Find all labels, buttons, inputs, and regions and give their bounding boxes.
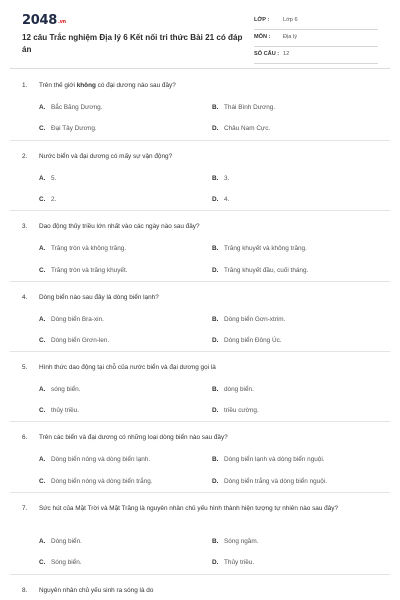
question-text xyxy=(39,80,379,91)
question-item xyxy=(0,70,400,141)
option-text: dòng biển. xyxy=(224,386,254,393)
question-text-part: Nước biển và đại dương có mấy sự vận động? xyxy=(39,153,173,160)
option-c[interactable] xyxy=(39,407,79,414)
meta-row-class xyxy=(254,14,378,30)
option-letter: D. xyxy=(212,267,219,274)
option-letter: D. xyxy=(212,125,219,132)
option-a[interactable] xyxy=(39,386,81,393)
option-text: sóng biển. xyxy=(51,386,81,393)
question-item xyxy=(0,422,400,493)
option-text: Dòng biển lạnh và dòng biển nguội. xyxy=(224,456,325,463)
option-text: triều cường. xyxy=(224,407,259,414)
option-d[interactable] xyxy=(212,559,254,566)
option-b[interactable] xyxy=(212,456,325,463)
logo-suffix: .vn xyxy=(57,19,66,25)
question-text xyxy=(39,503,379,514)
option-letter: C. xyxy=(39,559,46,566)
meta-row-question-count xyxy=(254,48,378,64)
option-d[interactable] xyxy=(212,478,327,485)
option-letter: C. xyxy=(39,267,46,274)
option-letter: C. xyxy=(39,478,46,485)
meta-label-class: LỚP : xyxy=(254,17,270,23)
question-text-part: Trên thế giới xyxy=(39,82,77,89)
option-text: Dòng biển nóng và dòng biển lạnh. xyxy=(51,456,151,463)
question-item xyxy=(0,141,400,211)
question-text xyxy=(39,292,379,303)
option-letter: D. xyxy=(212,407,219,414)
option-text: Bắc Băng Dương. xyxy=(51,104,103,111)
option-d[interactable] xyxy=(212,407,259,414)
option-text: Dòng biển Bra-xin. xyxy=(51,316,104,323)
question-text xyxy=(39,151,379,162)
option-letter: B. xyxy=(212,245,219,252)
question-text-part: Sức hút của Mặt Trời và Mặt Trăng là nguyên nhân chủ yếu hình thành hiện tượng tự nhiên nào sau đây? xyxy=(39,505,339,512)
option-text: Sóng biển. xyxy=(51,559,82,566)
option-letter: D. xyxy=(212,337,219,344)
meta-value-subject: Địa lý xyxy=(283,34,297,40)
option-letter: C. xyxy=(39,337,46,344)
option-c[interactable] xyxy=(39,125,97,132)
option-letter: A. xyxy=(39,316,46,323)
header-divider xyxy=(10,68,390,69)
option-letter: B. xyxy=(212,538,219,545)
question-number: 4. xyxy=(22,294,28,301)
document-header xyxy=(0,0,400,66)
option-c[interactable] xyxy=(39,337,109,344)
option-text: 2. xyxy=(51,196,57,203)
question-text xyxy=(39,432,379,443)
option-d[interactable] xyxy=(212,337,282,344)
option-letter: A. xyxy=(39,456,46,463)
question-text-part: Nguyên nhân chủ yếu sinh ra sóng là do xyxy=(39,587,154,594)
meta-value-class: Lớp 6 xyxy=(283,17,298,23)
option-text: Sóng ngầm. xyxy=(224,538,259,545)
question-number: 6. xyxy=(22,434,28,441)
question-number: 7. xyxy=(22,505,28,512)
option-text: Thái Bình Dương. xyxy=(224,104,276,111)
option-text: Trăng khuyết đầu, cuối tháng. xyxy=(224,267,309,274)
question-text-part: Trên các biển và đại dương có những loại dòng biển nào sau đây? xyxy=(39,434,228,441)
option-text: Trăng tròn và không trăng. xyxy=(51,245,127,252)
question-item xyxy=(0,575,400,595)
question-text-emphasis: không xyxy=(76,82,96,89)
question-text-part: Hình thức dao động tại chỗ của nước biển và đại dương gọi là xyxy=(39,364,216,371)
question-number: 5. xyxy=(22,364,28,371)
option-a[interactable] xyxy=(39,245,126,252)
option-a[interactable] xyxy=(39,316,104,323)
option-letter: A. xyxy=(39,245,46,252)
option-text: thủy triều. xyxy=(51,407,80,414)
meta-label-question-count: SỐ CÂU : xyxy=(254,51,280,57)
option-text: Dòng biển Đông Úc. xyxy=(224,337,282,344)
meta-row-subject xyxy=(254,31,378,47)
option-letter: C. xyxy=(39,125,46,132)
question-item xyxy=(0,493,400,575)
question-text xyxy=(39,362,379,373)
option-c[interactable] xyxy=(39,478,153,485)
meta-info-table xyxy=(254,14,378,65)
question-item xyxy=(0,282,400,352)
option-b[interactable] xyxy=(212,316,285,323)
question-text-part: Dòng biển nào sau đây là dòng biển lạnh? xyxy=(39,294,159,301)
option-b[interactable] xyxy=(212,245,307,252)
option-letter: B. xyxy=(212,316,219,323)
option-a[interactable] xyxy=(39,456,150,463)
option-letter: D. xyxy=(212,559,219,566)
option-d[interactable] xyxy=(212,196,229,203)
option-text: Trăng khuyết và không trăng. xyxy=(224,245,307,252)
option-letter: B. xyxy=(212,175,219,182)
option-text: 3. xyxy=(224,175,230,182)
option-text: Dòng biển trắng và dòng biển nguội. xyxy=(224,478,328,485)
option-c[interactable] xyxy=(39,267,128,274)
option-text: Châu Nam Cực. xyxy=(224,125,271,132)
option-letter: A. xyxy=(39,538,46,545)
question-item xyxy=(0,211,400,282)
option-b[interactable] xyxy=(212,538,258,545)
option-text: 4. xyxy=(224,196,230,203)
question-number: 3. xyxy=(22,223,28,230)
question-text xyxy=(39,585,379,596)
logo-text: 2048 xyxy=(22,13,57,28)
option-b[interactable] xyxy=(212,175,229,182)
option-letter: B. xyxy=(212,456,219,463)
option-d[interactable] xyxy=(212,125,270,132)
option-letter: A. xyxy=(39,175,46,182)
question-text xyxy=(39,221,379,232)
option-a[interactable] xyxy=(39,538,82,545)
meta-label-subject: MÔN : xyxy=(254,34,271,40)
option-text: Đại Tây Dương. xyxy=(51,125,97,132)
option-c[interactable] xyxy=(39,196,56,203)
option-text: Trăng tròn và trăng khuyết. xyxy=(51,267,128,274)
question-list xyxy=(0,70,400,595)
option-letter: C. xyxy=(39,407,46,414)
question-item xyxy=(0,352,400,422)
question-number: 2. xyxy=(22,153,28,160)
option-d[interactable] xyxy=(212,267,308,274)
question-number: 1. xyxy=(22,82,28,89)
question-number: 8. xyxy=(22,587,28,594)
document-title: 12 câu Trắc nghiệm Địa lý 6 Kết nối tri thức Bài 21 có đáp án xyxy=(22,33,243,54)
option-text: 5. xyxy=(51,175,57,182)
site-logo[interactable] xyxy=(22,13,66,28)
option-letter: B. xyxy=(212,104,219,111)
question-text-part: có đại dương nào sau đây? xyxy=(95,82,176,89)
option-letter: A. xyxy=(39,104,46,111)
option-b[interactable] xyxy=(212,386,254,393)
option-text: Dòng biển Grơn-len. xyxy=(51,337,110,344)
option-a[interactable] xyxy=(39,104,102,111)
option-letter: C. xyxy=(39,196,46,203)
option-c[interactable] xyxy=(39,559,82,566)
option-b[interactable] xyxy=(212,104,275,111)
option-text: Dòng biển nóng và dòng biển trắng. xyxy=(51,478,153,485)
option-a[interactable] xyxy=(39,175,56,182)
question-text-part: Dao động thủy triều lớn nhất vào các ngày nào sau đây? xyxy=(39,223,200,230)
option-letter: D. xyxy=(212,478,219,485)
option-letter: D. xyxy=(212,196,219,203)
option-text: Dòng biển Gơn-xtrim. xyxy=(224,316,286,323)
option-letter: B. xyxy=(212,386,219,393)
option-text: Thủy triều. xyxy=(224,559,255,566)
option-text: Dòng biển. xyxy=(51,538,82,545)
option-letter: A. xyxy=(39,386,46,393)
meta-value-question-count: 12 xyxy=(283,51,290,57)
